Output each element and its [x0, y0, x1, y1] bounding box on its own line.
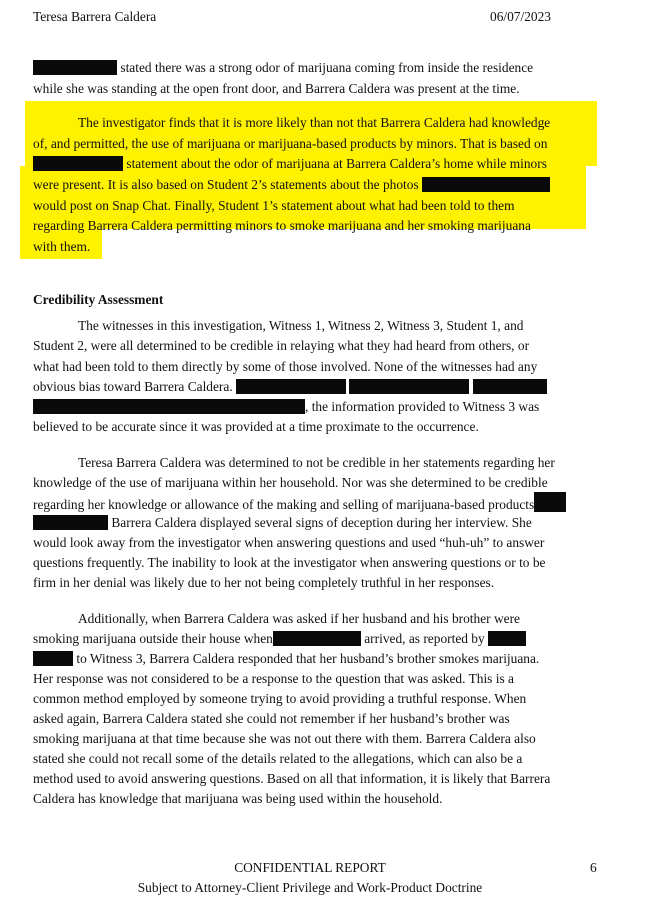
credibility-p3-line-4: Her response was not considered to be a response to the question that was asked. This is a	[33, 671, 514, 686]
credibility-p3-line-2: smoking marijuana outside their house when arrived, as reported by	[33, 628, 526, 649]
finding-line-7: with them.	[33, 239, 91, 254]
credibility-p2-line-4: Barrera Caldera displayed several signs of deception during her interview. She	[33, 512, 532, 533]
redaction-box	[422, 177, 550, 192]
credibility-p3-line-8: stated she could not recall some of the details related to the allegations, which can also be a	[33, 751, 523, 766]
finding-line-1: The investigator finds that it is more likely than not that Barrera Caldera had knowledge	[78, 115, 551, 130]
credibility-p3-line-3: to Witness 3, Barrera Caldera responded that her husband’s brother smokes marijuana.	[33, 648, 539, 669]
redaction-box	[236, 379, 346, 394]
credibility-p2-line-5: would look away from the investigator when answering questions and used “huh-uh” to answer	[33, 535, 545, 550]
footer-confidential: CONFIDENTIAL REPORT	[234, 860, 386, 875]
credibility-p1-line-5: , the information provided to Witness 3 was	[33, 396, 539, 417]
paragraph-1-line-2: while she was standing at the open front door, and Barrera Caldera was present at the time.	[33, 81, 520, 96]
redaction-box	[33, 515, 108, 530]
paragraph-1-line-1: stated there was a strong odor of marijuana coming from inside the residence	[33, 57, 533, 78]
page-number: 6	[590, 860, 597, 875]
redaction-box	[473, 379, 547, 394]
redaction-box	[33, 651, 73, 666]
redaction-box	[33, 60, 117, 75]
credibility-p1-line-2: Student 2, were all determined to be credible in relaying what they had heard from others, or	[33, 338, 530, 353]
redaction-box	[273, 631, 361, 646]
header-date: 06/07/2023	[490, 9, 552, 24]
credibility-p3-line-6: asked again, Barrera Caldera stated she could not remember if her husband’s brother was	[33, 711, 510, 726]
footer-privilege: Subject to Attorney-Client Privilege and Work-Product Doctrine	[137, 880, 483, 895]
credibility-p2-line-7: firm in her denial was likely due to her not being completely truthful in her responses.	[33, 575, 495, 590]
header-name: Teresa Barrera Caldera	[33, 9, 157, 24]
credibility-p2-line-6: questions frequently. The inability to look at the investigator when answering questions or to be	[33, 555, 546, 570]
credibility-p2-line-3: regarding her knowledge or allowance of the making and selling of marijuana-based products	[33, 492, 566, 515]
finding-line-2: of, and permitted, the use of marijuana or marijuana-based products by minors. That is based on	[33, 136, 548, 151]
credibility-p3-line-10: Caldera has knowledge that marijuana was being used within the household.	[33, 791, 443, 806]
credibility-p1-line-3: what had been told to them directly by some of those involved. None of the witnesses had any	[33, 359, 538, 374]
finding-line-5: would post on Snap Chat. Finally, Student 1’s statement about what had been told to them	[33, 198, 515, 213]
section-heading: Credibility Assessment	[33, 292, 164, 307]
credibility-p1-line-4: obvious bias toward Barrera Caldera.	[33, 376, 547, 397]
finding-line-4: were present. It is also based on Student 2’s statements about the photos	[33, 174, 550, 195]
credibility-p3-line-7: smoking marijuana at that time because she was not out there with them. Barrera Caldera also	[33, 731, 536, 746]
redaction-box	[534, 492, 566, 512]
credibility-p2-line-1: Teresa Barrera Caldera was determined to not be credible in her statements regarding her	[78, 455, 555, 470]
redaction-box	[33, 156, 123, 171]
credibility-p3-line-1: Additionally, when Barrera Caldera was asked if her husband and his brother were	[78, 611, 520, 626]
redaction-box	[33, 399, 305, 414]
finding-line-3: statement about the odor of marijuana at Barrera Caldera’s home while minors	[33, 153, 547, 174]
credibility-p3-line-5: common method employed by someone trying to avoid providing a truthful response. When	[33, 691, 527, 706]
credibility-p1-line-6: believed to be accurate since it was provided at a time proximate to the occurrence.	[33, 419, 479, 434]
finding-line-6: regarding Barrera Caldera permitting minors to smoke marijuana and her smoking marijuana	[33, 218, 531, 233]
credibility-p2-line-2: knowledge of the use of marijuana within her household. Nor was she determined to be credible	[33, 475, 548, 490]
credibility-p3-line-9: method used to avoid answering questions. Based on all that information, it is likely that Barrera	[33, 771, 551, 786]
redaction-box	[349, 379, 469, 394]
credibility-p1-line-1: The witnesses in this investigation, Witness 1, Witness 2, Witness 3, Student 1, and	[78, 318, 524, 333]
redaction-box	[488, 631, 526, 646]
